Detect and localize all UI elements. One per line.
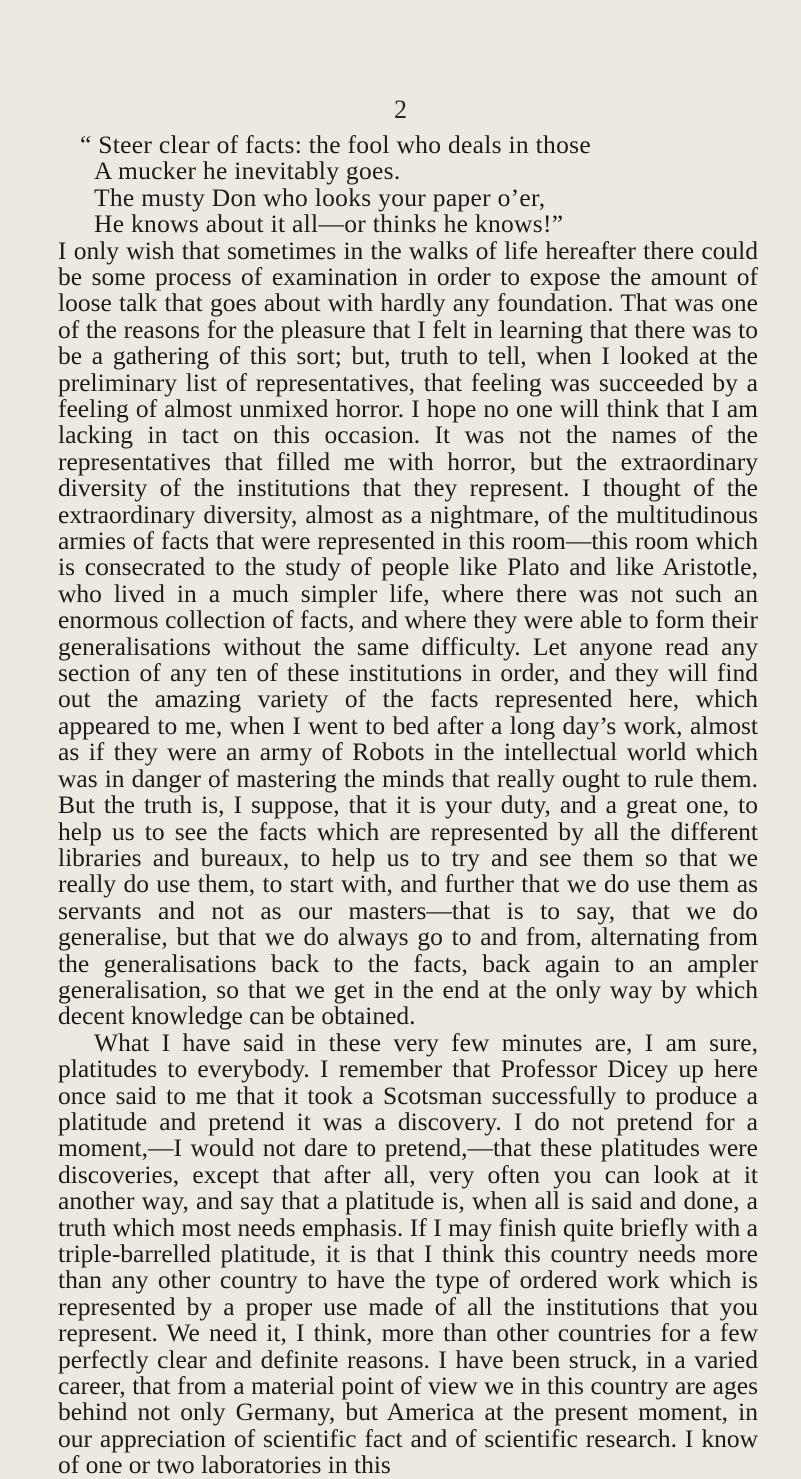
verse-line: He knows about it all—or thinks he knows!” (94, 209, 564, 239)
verse-line: The musty Don who looks your paper o’er, (94, 182, 546, 212)
verse-quotation (58, 132, 758, 238)
page-number: 2 (394, 95, 407, 124)
verse-line: “ Steer clear of facts: the fool who deals in those (80, 130, 591, 159)
verse-line: A mucker he inevitably goes. (94, 156, 401, 186)
body-paragraph: I only wish that sometimes in the walks of life hereafter there could be some process of examination in order to expose the amount of loose talk that goes about with hardly any foundation. That was one of the reasons for the pleasure that I felt in learning that there was to be a gathering of this sort; but, truth to tell, when I looked at the preliminary list of representatives, that feeling was succeeded by a feeling of almost unmixed horror. I hope no one will think that I am lacking in tact on this occasion. It was not the names of the representatives that filled me with horror, but the extraordinary diversity of the institutions that they represent. I thought of the extraordinary diversity, almost as a nightmare, of the multitudinous armies of facts that were represented in this room—this room which is consecrated to the study of people like Plato and like Aristotle, who lived in a much simpler life, where there was not such an enormous collection of facts, and where they were able to form their generalisations without the same difficulty. Let anyone read any section of any ten of these institutions in order, and they will find out the amazing variety of the facts represented here, which appeared to me, when I went to bed after a long day’s work, almost as if they were an army of Robots in the intellectual world which was in danger of mastering the minds that really ought to rule them. But the truth is, I suppose, that it is your duty, and a great one, to help us to see the facts which are represented by all the different libraries and bureaux, to help us to try and see them so that we really do use them, to start with, and further that we do use them as servants and not as our masters—that is to say, that we do generalise, but that we do always go to and from, alternating from the generalisations back to the facts, back again to an ampler generalisation, so that we get in the end at the only way by which decent knowledge can be obtained. (58, 235, 758, 1031)
body-paragraph: What I have said in these very few minutes are, I am sure, platitudes to everybody. I remember that Professor Dicey up here once said to me that it took a Scotsman successfully to produce a platitude and pretend it was a discovery. I do not pretend for a moment,—I would not dare to pretend,—that these platitudes were discoveries, except that after all, very often you can look at it another way, and say that a platitude is, when all is said and done, a truth which most needs emphasis. If I may finish quite briefly with a triple-barrelled platitude, it is that I think this country needs more than any other country to have the type of ordered work which is represented by a proper use made of all the institutions that you represent. We need it, I think, more than other countries for a few perfectly clear and definite reasons. I have been struck, in a varied career, that from a material point of view we in this country are ages behind not only Germany, but America at the present moment, in our appreciation of scientific fact and of scientific research. I know of one or two laboratories in this (58, 1027, 758, 1479)
text-column (58, 132, 758, 1479)
